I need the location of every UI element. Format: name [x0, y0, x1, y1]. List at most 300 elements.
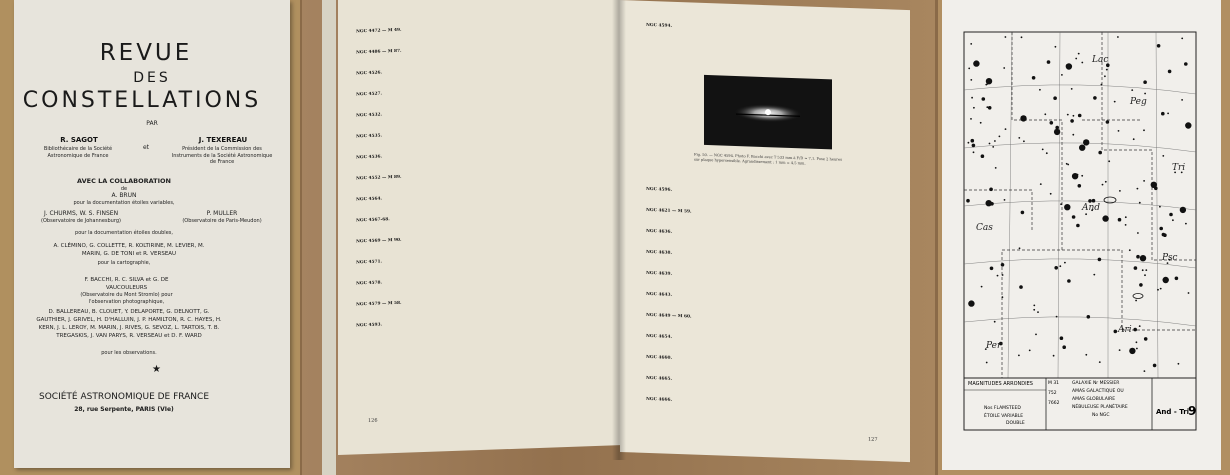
star: [1076, 224, 1080, 228]
star: [1021, 211, 1025, 215]
star: [1129, 249, 1131, 251]
bacchi-role: (Observatoire du Mont Stromlo) pour l'observation photographique,: [80, 292, 173, 305]
map-frame: [964, 32, 1196, 378]
ngc-entry-label: NGC 4636.: [646, 228, 672, 235]
ngc-entry-label: NGC 4567-68.: [356, 217, 390, 224]
ngc-entry-label: NGC 4621 — M 59.: [646, 207, 692, 215]
star: [1033, 309, 1035, 311]
star: [985, 84, 987, 86]
star: [988, 106, 992, 110]
observers-role: pour les observations.: [101, 350, 157, 356]
star: [1114, 101, 1116, 103]
legend-magnitudes: MAGNITUDES ARRONDIES: [968, 381, 1033, 387]
star: [1118, 130, 1120, 132]
legend-open-cluster: AMAS GALACTIQUE OU: [1072, 389, 1124, 394]
star: [1066, 163, 1068, 165]
star: [1160, 288, 1162, 290]
star: [1072, 215, 1076, 219]
star: [981, 286, 983, 288]
star: [1083, 139, 1089, 145]
text-line: [356, 392, 606, 401]
chart-number: 9: [1188, 404, 1197, 418]
cartographers: A. CLÉMINO, G. COLLETTE, R. KOLTIRINE, M. LEVIER, M. MARIN, G. DE TONI et R. VERSEAU: [53, 243, 205, 257]
bacchi-names: F. BACCHI, R. C. SILVA et G. DE VAUCOULEURS: [84, 277, 169, 291]
star: [1140, 255, 1146, 261]
star: [1144, 93, 1146, 95]
star: [1106, 69, 1108, 71]
constellation-label: Ari: [1118, 325, 1132, 335]
star: [994, 321, 996, 323]
star: [1159, 206, 1161, 208]
text-line: [356, 399, 606, 408]
text-line: [356, 343, 606, 352]
ngc-entry-label: NGC 4535.: [356, 133, 382, 140]
star: [1117, 36, 1119, 38]
star-map-sheet: [942, 0, 1221, 470]
legend-galaxy: GALAXIE Nr MESSIER: [1072, 381, 1120, 386]
ngc-entry-label: NGC 4569 — M 90.: [356, 237, 402, 245]
star: [1061, 74, 1063, 76]
star: [1163, 280, 1165, 282]
star: [1136, 341, 1138, 343]
star: [1055, 46, 1057, 48]
star: [1167, 113, 1169, 115]
star: [1119, 190, 1121, 192]
star: [1178, 363, 1180, 365]
open-book-photo: [302, 0, 935, 475]
star: [972, 144, 976, 148]
text-line: [356, 350, 606, 359]
star: [1143, 80, 1147, 84]
author-1-name: R. SAGOT: [60, 136, 98, 144]
text-line: [356, 364, 606, 373]
star: [1125, 216, 1127, 218]
star: [1075, 58, 1077, 60]
ngc-entry-label: NGC 4654.: [646, 333, 672, 340]
star: [989, 188, 993, 192]
ngc-entry-label: NGC 4594.: [646, 22, 672, 29]
book-gutter: [612, 0, 626, 460]
star: [1157, 289, 1159, 291]
star: [1098, 258, 1102, 262]
star: [970, 43, 972, 45]
ngc-entry: [356, 63, 606, 79]
star: [966, 199, 970, 203]
star: [973, 107, 975, 109]
star: [1142, 269, 1144, 271]
ngc-entry: [646, 187, 896, 203]
star: [1144, 274, 1146, 276]
photo-caption: Fig. 50. — NGC 4594. Photo F. Bacchi avec T 533 mm à F/D = 7,1. Pose 2 heures sur plaque hypersensible. Agrandissement : 1 mm = 4,5 mm.: [694, 152, 842, 166]
observers: D. BALLEREAU, B. CLOUET, Y. DELAPORTE, G. DELNOTT, G. GAUTHIER, J. GRIVEL, H. D'HALLUIN, J. P. HAMILTON, R. C. HAYES, H. KERN, J. L. LEROY, M. MARIN, J. RIVES, G. SEVOZ, L. TARTOIS, T. B. TREGASKIS, J. VAN PARYS, R. VERSEAU et D. F. WARD: [36, 309, 222, 339]
legend-7662: 7662: [1048, 401, 1060, 406]
galaxy-photo: [704, 75, 832, 149]
star: [1004, 199, 1006, 201]
ngc-entry: [356, 189, 606, 205]
star: [1035, 334, 1037, 336]
star: [1188, 292, 1190, 294]
left-page: [338, 0, 620, 455]
ngc-entry: [356, 168, 606, 184]
star: [1019, 247, 1021, 249]
ngc-entry: [646, 397, 896, 413]
star: [1029, 350, 1031, 352]
star: [1185, 223, 1187, 225]
constellation-boundaries: [964, 32, 1196, 378]
star: [1168, 70, 1172, 74]
star: [1067, 114, 1069, 116]
ngc-entry-label: NGC 4660.: [646, 354, 672, 361]
star: [1108, 160, 1110, 162]
star: [1050, 121, 1054, 125]
star: [986, 200, 992, 206]
constellation-label: Cas: [976, 223, 993, 233]
star: [1064, 204, 1070, 210]
star: [1145, 269, 1147, 271]
ngc-entry: [356, 42, 606, 58]
star: [1047, 60, 1051, 64]
star: [1129, 348, 1135, 354]
ngc-entry-label: NGC 4552 — M 89.: [356, 174, 402, 182]
star: [1102, 184, 1104, 186]
star: [1162, 233, 1166, 237]
star: [968, 142, 970, 144]
star: [1085, 354, 1087, 356]
declination-line: [964, 317, 1196, 326]
star: [1136, 348, 1138, 350]
et-label: et: [142, 144, 150, 151]
ngc-entry-label: NGC 4536.: [356, 154, 382, 161]
right-ascension-line: [1156, 32, 1158, 378]
muller-role: (Observatoire de Paris-Meudon): [182, 218, 262, 224]
star: [971, 97, 973, 99]
star-map-photo: [938, 0, 1230, 475]
star: [1180, 207, 1186, 213]
ngc-entry: [646, 229, 896, 245]
ngc-entry: [646, 313, 896, 329]
ngc-entry: [646, 271, 896, 287]
star: [971, 139, 975, 143]
star: [1005, 128, 1007, 130]
text-line: [646, 418, 896, 427]
star: [1073, 115, 1075, 117]
star: [1101, 84, 1103, 86]
star: [1118, 218, 1122, 222]
text-line: [356, 378, 606, 387]
legend-double: DOUBLE: [1006, 421, 1025, 426]
sombrero-galaxy-image: [704, 75, 832, 149]
star: [1185, 122, 1191, 128]
declination-line: [964, 85, 1196, 94]
legend-nebula: NÉBULEUSE PLANÉTAIRE: [1072, 405, 1128, 410]
star: [1039, 89, 1041, 91]
ngc-entry: [356, 126, 606, 142]
ngc-entry-label: NGC 4486 — M 87.: [356, 48, 402, 56]
muller-name: P. MULLER: [206, 210, 238, 217]
constellation-label: Lac: [1092, 55, 1109, 65]
title-page-photo: [0, 0, 300, 475]
right-ascension-line: [1058, 32, 1060, 378]
ngc-entry-label: NGC 4639.: [646, 270, 672, 277]
ngc-entry: [646, 376, 896, 392]
text-line: [356, 357, 606, 366]
star: [997, 275, 999, 277]
star: [1053, 355, 1055, 357]
legend-flamsteed: Nos FLAMSTEED: [984, 406, 1021, 411]
coordinate-grid: [964, 32, 1196, 378]
star: [968, 68, 970, 70]
star: [981, 154, 985, 158]
collab-heading: AVEC LA COLLABORATION: [77, 177, 171, 185]
star: [1018, 355, 1020, 357]
publisher-address: 28, rue Serpente, PARIS (VIe): [74, 406, 174, 413]
star: [1139, 325, 1141, 327]
chart-name: And - Tri: [1156, 408, 1190, 416]
ngc-entry: [356, 315, 606, 331]
star: [990, 267, 994, 271]
star: [1085, 213, 1087, 215]
star: [1023, 140, 1025, 142]
star: [1162, 155, 1164, 157]
page-number: 127: [868, 436, 878, 443]
star: [986, 78, 992, 84]
star: [1184, 62, 1188, 66]
legend-variable: ÉTOILE VARIABLE: [984, 414, 1024, 419]
star: [1106, 120, 1110, 124]
star: [1153, 364, 1157, 368]
star: [1157, 44, 1161, 48]
text-line: [646, 58, 896, 67]
title-line-3: CONSTELLATIONS: [22, 88, 262, 113]
ngc-entry-label: NGC 4571.: [356, 259, 382, 266]
star: [1018, 137, 1020, 139]
title-line-1: REVUE: [99, 40, 193, 66]
star: [968, 300, 974, 306]
star: [1172, 219, 1174, 221]
star: [1087, 315, 1091, 319]
star: [1081, 62, 1083, 64]
ngc-entry-label: NGC 4665.: [646, 375, 672, 382]
star: [1066, 64, 1068, 66]
star: [1136, 255, 1140, 259]
star: [1003, 67, 1005, 69]
star: [1055, 126, 1059, 130]
ngc-entry-label: NGC 4472 — M 49.: [356, 27, 402, 35]
star: [1019, 285, 1023, 289]
star: [1032, 76, 1036, 80]
text-line: [646, 411, 896, 420]
ngc-entry: [356, 210, 606, 226]
star: [1054, 129, 1060, 135]
constellation-boundary: [964, 190, 1032, 230]
star: [1143, 180, 1145, 182]
star: [1134, 266, 1138, 270]
constellation-label: Psc: [1162, 253, 1178, 263]
ngc-entry-label: NGC 4638.: [646, 249, 672, 256]
star: [1139, 202, 1141, 204]
star: [1077, 174, 1079, 176]
brun-role: pour la documentation étoiles variables,: [73, 200, 175, 206]
star: [1079, 145, 1085, 151]
star: [1151, 182, 1157, 188]
ngc-entry: [356, 294, 606, 310]
star: [1033, 305, 1035, 307]
text-line: [646, 51, 896, 60]
ngc-entry: [356, 147, 606, 163]
star: [1005, 36, 1007, 38]
text-line: [356, 329, 606, 338]
star: [1078, 184, 1082, 188]
right-ascension-line: [1008, 32, 1012, 378]
right-page-text: [628, 170, 898, 449]
right-page: [620, 0, 910, 462]
star: [1062, 345, 1066, 349]
star: [1175, 277, 1179, 281]
star: [1099, 361, 1101, 363]
text-line: [356, 371, 606, 380]
author-1-role: Bibliothécaire de la Société Astronomique de France: [43, 146, 113, 159]
star: [1070, 119, 1074, 123]
star: [1104, 75, 1106, 77]
book-spine: [322, 0, 336, 475]
star: [1143, 129, 1145, 131]
star: [1137, 232, 1139, 234]
constellation-label: Peg: [1130, 97, 1147, 107]
legend-m31: M 31: [1048, 381, 1060, 386]
text-line: [356, 385, 606, 394]
author-2-name: J. TEXEREAU: [198, 136, 248, 144]
ngc-entry-label: NGC 4593.: [356, 322, 382, 329]
ngc-entry: [356, 84, 606, 100]
ngc-entry: [646, 355, 896, 371]
ngc-entry-label: NGC 4649 — M 60.: [646, 312, 692, 320]
declination-line: [964, 201, 1196, 210]
constellation-boundary: [1102, 32, 1196, 260]
page-number: 126: [368, 417, 378, 424]
carto-role: pour la cartographie,: [97, 260, 151, 266]
constellation-label: Per: [986, 341, 1002, 351]
star: [1144, 370, 1146, 372]
star: [1114, 330, 1118, 334]
galaxy-symbol: [1133, 294, 1143, 299]
star: [1078, 53, 1080, 55]
star: [1067, 279, 1071, 283]
ngc-entry: [646, 334, 896, 350]
star: [1093, 274, 1095, 276]
publisher: SOCIÉTÉ ASTRONOMIQUE DE FRANCE: [38, 392, 210, 402]
star: [1102, 215, 1108, 221]
brun-name: A. BRUN: [111, 192, 137, 199]
star: [1163, 277, 1169, 283]
star: [1053, 96, 1057, 100]
title-line-2: DES: [133, 70, 171, 86]
churms-name: J. CHURMS, W. S. FINSEN: [43, 210, 119, 217]
star: [1092, 199, 1096, 203]
star: [1064, 262, 1066, 264]
ngc-entry: [356, 105, 606, 121]
ngc-entry: [646, 23, 896, 39]
star: [970, 118, 972, 120]
star: [1169, 213, 1173, 217]
ngc-entry: [646, 250, 896, 266]
star: [1050, 193, 1052, 195]
ngc-entry-label: NGC 4526.: [356, 70, 382, 77]
ngc-entry-label: NGC 4532.: [356, 112, 382, 119]
text-line: [646, 37, 896, 46]
star: [1098, 151, 1102, 155]
star: [1002, 274, 1004, 276]
star: [1137, 188, 1139, 190]
star: [1135, 300, 1137, 302]
text-line: [356, 336, 606, 345]
ngc-entry: [356, 273, 606, 289]
star: [1105, 181, 1107, 183]
constellation-label: Tri: [1172, 163, 1186, 173]
star: [1044, 113, 1046, 115]
star: [1081, 175, 1083, 177]
star: [1072, 134, 1074, 136]
star: [1001, 263, 1005, 267]
constellation-label: And: [1082, 203, 1101, 213]
star: [1078, 114, 1082, 118]
star: [1139, 283, 1143, 287]
ngc-entry-label: NGC 4666.: [646, 396, 672, 403]
ngc-entry: [646, 208, 896, 224]
par-label: PAR: [146, 120, 158, 127]
ngc-entry: [356, 21, 606, 37]
author-2-role: Président de la Commission des Instruments de la Société Astronomique de France: [171, 146, 273, 165]
star: [1093, 96, 1097, 100]
star: [989, 143, 991, 145]
star: [1159, 227, 1163, 231]
legend-752: 752: [1048, 391, 1057, 396]
ngc-entry-label: NGC 4596.: [646, 186, 672, 193]
collab-de: de: [120, 186, 128, 192]
star: [1131, 89, 1133, 91]
ngc-entry-label: NGC 4579 — M 58.: [356, 300, 402, 308]
star: [1060, 203, 1062, 205]
ngc-entry: [356, 231, 606, 247]
star: [995, 167, 997, 169]
text-line: [646, 44, 896, 53]
star: [1133, 328, 1137, 332]
star: [1060, 336, 1064, 340]
star: [1144, 337, 1148, 341]
ngc-entry: [646, 292, 896, 308]
star: [982, 97, 986, 101]
ngc-entry: [356, 252, 606, 268]
ngc-entry-label: NGC 4578.: [356, 280, 382, 287]
star: [1021, 36, 1023, 38]
star: [1119, 349, 1121, 351]
star: [986, 362, 988, 364]
star: [1181, 38, 1183, 40]
star: [992, 146, 994, 148]
star: [1002, 296, 1004, 298]
title-page: [14, 0, 290, 468]
star: [980, 122, 982, 124]
star: [973, 151, 975, 153]
star: [999, 136, 1001, 138]
star: [1059, 265, 1061, 267]
star: [1037, 311, 1039, 313]
star: [1125, 224, 1127, 226]
star: [1056, 316, 1058, 318]
ngc-entry-label: NGC 4564.: [356, 196, 382, 203]
star-ornament: ★: [152, 364, 161, 375]
ngc-entry-label: NGC 4643.: [646, 291, 672, 298]
star: [1071, 88, 1073, 90]
